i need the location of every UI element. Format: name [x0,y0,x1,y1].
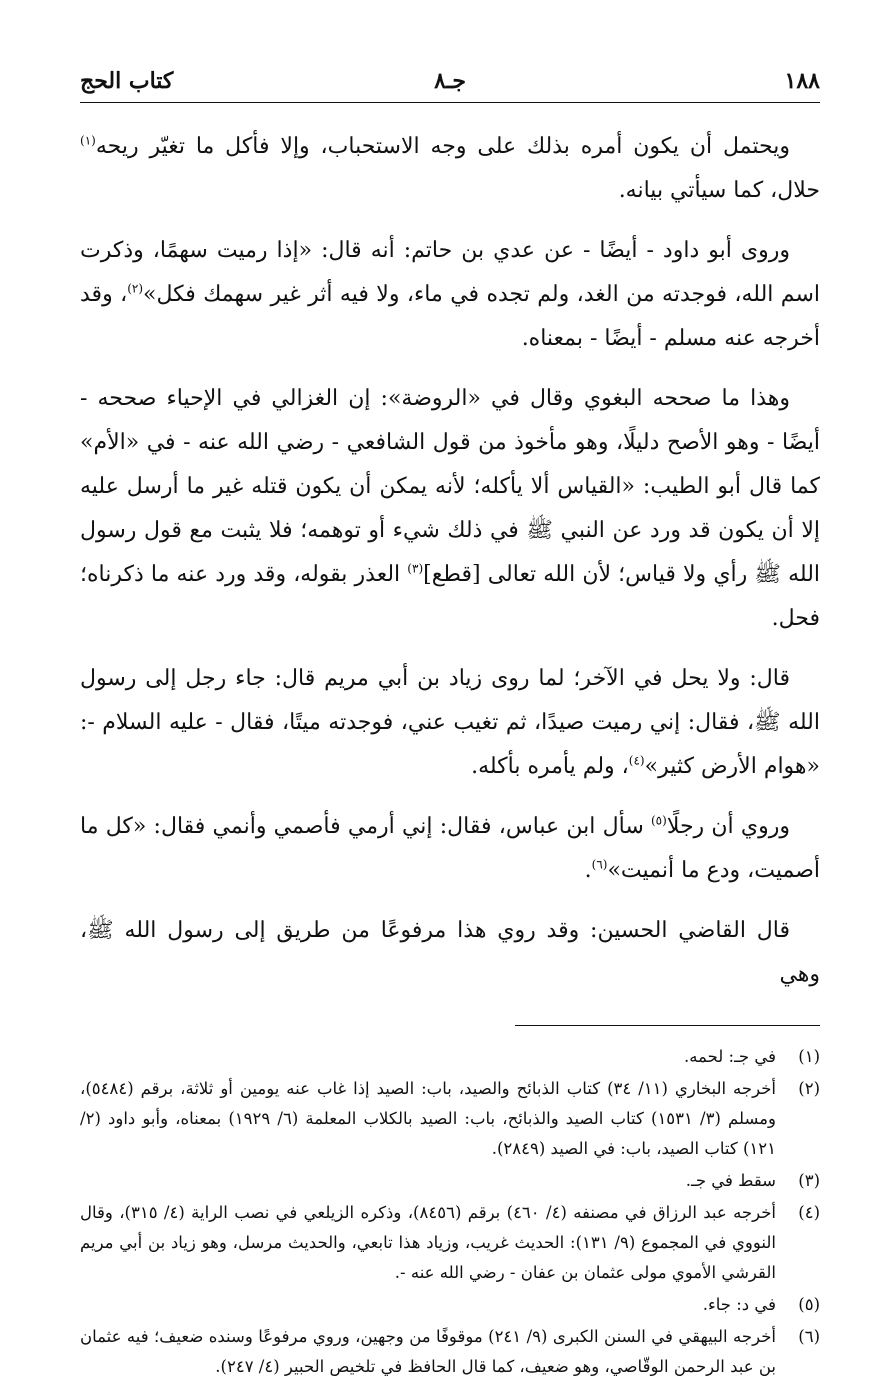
paragraph [80,657,820,789]
footnote-text: أخرجه البخاري (١١/ ٣٤) كتاب الذبائح والصيد، باب: الصيد إذا غاب عنه يومين أو ثلاثة، برقم (٥٤٨٤)، ومسلم (٣/ ١٥٣١) كتاب الصيد والذبائح، باب: الصيد بالكلاب المعلمة (٦/ ١٩٢٩) بمعناه، وأبو داود (٢/ ١٢١) كتاب الصيد، باب: في الصيد (٢٨٤٩). [80,1079,776,1158]
footnote-number: (٣) [798,1171,820,1190]
text-run: وروي أن رجلًا [666,814,790,839]
text-run: حلال، كما سيأتي بيانه. [618,178,820,203]
footnote-item [80,1042,820,1072]
book-page [80,62,820,1384]
footnote-text: أخرجه البيهقي في السنن الكبرى (٩/ ٢٤١) موقوفًا من وجهين، وروي مرفوعًا وسنده ضعيف؛ فيه عثمان بن عبد الرحمن الوقّاصي، وهو ضعيف، كما قال الحافظ في تلخيص الحبير (٤/ ٢٤٧). [80,1327,776,1376]
book-title: كتاب الحج [80,68,174,94]
footnote-marker: (٢) [127,281,144,296]
footnotes [80,1042,820,1382]
footnote-separator [515,1025,820,1026]
text-run: وهذا ما صححه البغوي وقال في «الروضة»: إن الغزالي في الإحياء صححه - أيضًا - وهو الأصح دليلًا، وهو مأخوذ من قول الشافعي - رضي الله عنه - في «الأم» كما قال أبو الطيب: «القياس ألا يأكله؛ لأنه يمكن أن يكون قتله غير ما أرسل عليه إلا أن يكون قد ورد عن النبي ﷺ في ذلك شيء أو توهمه؛ فلا يثبت مع قول رسول الله ﷺ رأي ولا قياس؛ لأن الله تعالى [قطع] [80,386,821,587]
main-text [80,125,820,997]
footnote-number: (٥) [798,1295,820,1314]
footnote-text: سقط في جـ. [685,1171,776,1190]
footnote-item [80,1322,820,1382]
footnote-text: في د: جاء. [702,1295,776,1314]
footnote-number: (١) [798,1047,820,1066]
volume-label: جـ٨ [434,68,466,94]
footnote-item [80,1290,820,1320]
text-run: قال القاضي الحسين: وقد روي هذا مرفوعًا من طريق إلى رسول الله ﷺ، وهي [80,918,820,987]
page-number: ١٨٨ [784,68,820,94]
footnote-number: (٦) [798,1327,820,1346]
text-run: ويحتمل أن يكون أمره بذلك على وجه الاستحباب، وإلا فأكل ما تغيّر ريحه [95,134,790,159]
footnote-number: (٤) [798,1203,820,1222]
paragraph [80,377,820,641]
text-run: العذر بقوله، وقد ورد عنه ما ذكرناه؛ فحل. [80,562,820,631]
text-run: . [584,858,592,883]
footnote-item [80,1074,820,1164]
footnote-text: في جـ: لحمه. [683,1047,776,1066]
footnote-item [80,1198,820,1288]
footnote-marker: (٤) [628,753,645,768]
text-run: ، ولم يأمره بأكله. [471,754,629,779]
paragraph [80,805,820,893]
footnote-number: (٢) [798,1079,820,1098]
footnote-marker: (٣) [407,561,424,576]
text-run: وروى أبو داود - أيضًا - عن عدي بن حاتم: أنه قال: «إذا رميت سهمًا، وذكرت اسم الله، فوجدته من الغد، ولم تجده في ماء، ولا فيه أثر غير سهمك فكل» [80,238,820,307]
footnote-text: أخرجه عبد الرزاق في مصنفه (٤/ ٤٦٠) برقم (٨٤٥٦)، وذكره الزيلعي في نصب الراية (٤/ ٣١٥)، وقال النووي في المجموع (٩/ ١٣١): الحديث غريب، وزياد هذا تابعي، والحديث مرسل، وهو زياد بن أبي مريم القرشي الأموي مولى عثمان بن عفان - رضي الله عنه -. [80,1203,777,1282]
page-header [80,62,820,103]
footnote-marker: (١) [80,133,96,148]
footnote-marker: (٥) [650,813,667,828]
paragraph [80,909,820,997]
paragraph [80,229,820,361]
text-run: سأل ابن عباس، فقال: إني أرمي فأصمي وأنمي فقال: «كل ما أصميت، ودع ما أنميت» [80,814,820,883]
footnote-marker: (٦) [591,857,608,872]
paragraph [80,125,820,213]
text-run: ، وقد أخرجه عنه مسلم - أيضًا - بمعناه. [80,282,820,351]
footnote-item [80,1166,820,1196]
text-run: قال: ولا يحل في الآخر؛ لما روى زياد بن أبي مريم قال: جاء رجل إلى رسول الله ﷺ، فقال: إني رميت صيدًا، ثم تغيب عني، فوجدته ميتًا، فقال - عليه السلام -: «هوام الأرض كثير» [80,666,820,779]
